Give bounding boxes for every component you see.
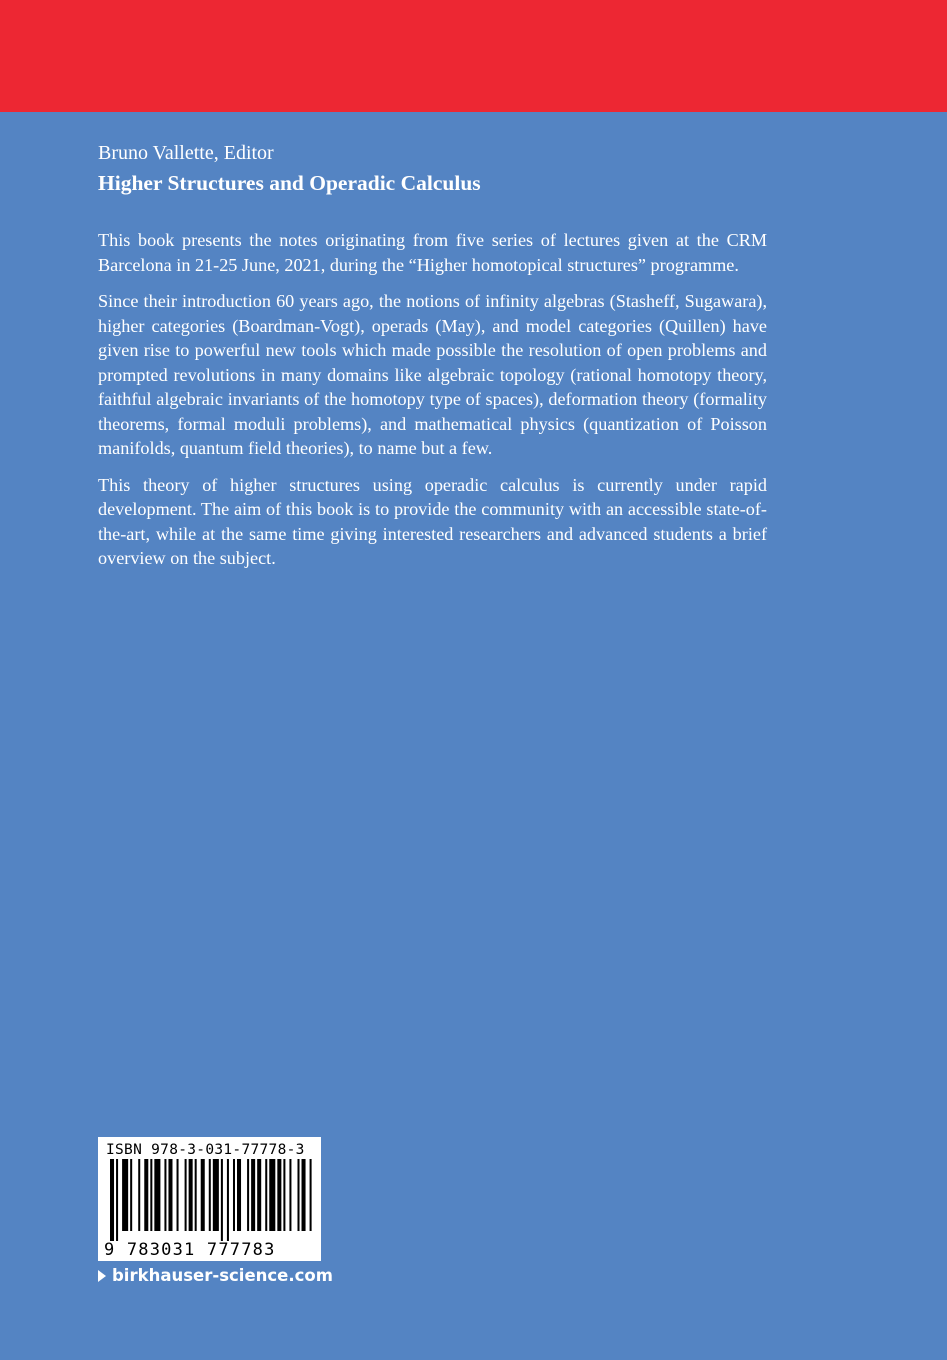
- editor-line: Bruno Vallette, Editor: [98, 142, 274, 164]
- barcode-bar: [116, 1159, 118, 1241]
- barcode-bar: [251, 1159, 255, 1231]
- barcode-bar: [283, 1159, 285, 1231]
- publisher-link[interactable]: [98, 1266, 333, 1285]
- barcode-bar: [221, 1159, 223, 1241]
- barcode-bar: [185, 1159, 187, 1231]
- barcode-bar: [213, 1159, 219, 1231]
- barcode-bar: [189, 1159, 193, 1231]
- barcode-bar: [310, 1159, 312, 1231]
- barcode-bar: [138, 1159, 140, 1231]
- barcode-bar: [150, 1159, 152, 1231]
- barcode-bar: [289, 1159, 291, 1231]
- barcode-bar: [130, 1159, 132, 1231]
- barcode-bar: [168, 1159, 172, 1231]
- publisher-url: birkhauser-science.com: [112, 1266, 333, 1285]
- barcode-bar: [227, 1159, 229, 1241]
- barcode-bar: [209, 1159, 211, 1231]
- isbn-label: ISBN 978-3-031-77778-3: [106, 1142, 305, 1158]
- arrow-right-icon: [98, 1270, 106, 1282]
- barcode-bar: [110, 1159, 114, 1241]
- barcode-bar: [201, 1159, 205, 1231]
- barcode-bar: [265, 1159, 267, 1231]
- back-cover-content: [98, 140, 767, 583]
- top-color-band: [0, 0, 947, 112]
- barcode-bar: [164, 1159, 166, 1231]
- barcode-digits: 9 783031 777783: [104, 1240, 276, 1260]
- book-title: Higher Structures and Operadic Calculus: [98, 171, 481, 195]
- barcode-bars: [98, 1159, 321, 1241]
- barcode-bar: [257, 1159, 261, 1231]
- barcode-bar: [247, 1159, 249, 1231]
- barcode-bar: [269, 1159, 275, 1231]
- description-paragraph-1: This book presents the notes originating from five series of lectures given at the CRM Barcelona in 21-25 June, 2021, during the “Higher homotopical structures” programme.: [98, 230, 767, 275]
- barcode-bar: [195, 1159, 197, 1231]
- isbn-barcode: [98, 1137, 321, 1261]
- description-paragraph-2: Since their introduction 60 years ago, the notions of infinity algebras (Stasheff, Sugawara), higher categories (Boardman-Vogt), operads (May), and model categories (Quillen) have given rise to powerful new tools which made possible the resolution of open problems and prompted revolutions in many domains like algebraic topology (rational homotopy theory, faithful algebraic invariants of the homotopy type of spaces), deformation theory (formality theorems, formal moduli problems), and mathematical physics (quantization of Poisson manifolds, quantum field theories), to name but a few.: [98, 291, 767, 458]
- barcode-bar: [233, 1159, 235, 1231]
- barcode-bar: [177, 1159, 179, 1231]
- barcode-bar: [237, 1159, 241, 1231]
- barcode-bar: [122, 1159, 128, 1231]
- barcode-bar: [144, 1159, 148, 1231]
- barcode-bar: [154, 1159, 160, 1231]
- barcode-bar: [277, 1159, 281, 1231]
- description-paragraph-3: This theory of higher structures using operadic calculus is currently under rapid development. The aim of this book is to provide the community with an accessible state-of-the-art, while at the same time giving interested researchers and advanced students a brief overview on the subject.: [98, 474, 767, 568]
- barcode-bar: [302, 1159, 306, 1231]
- barcode-bar: [297, 1159, 299, 1231]
